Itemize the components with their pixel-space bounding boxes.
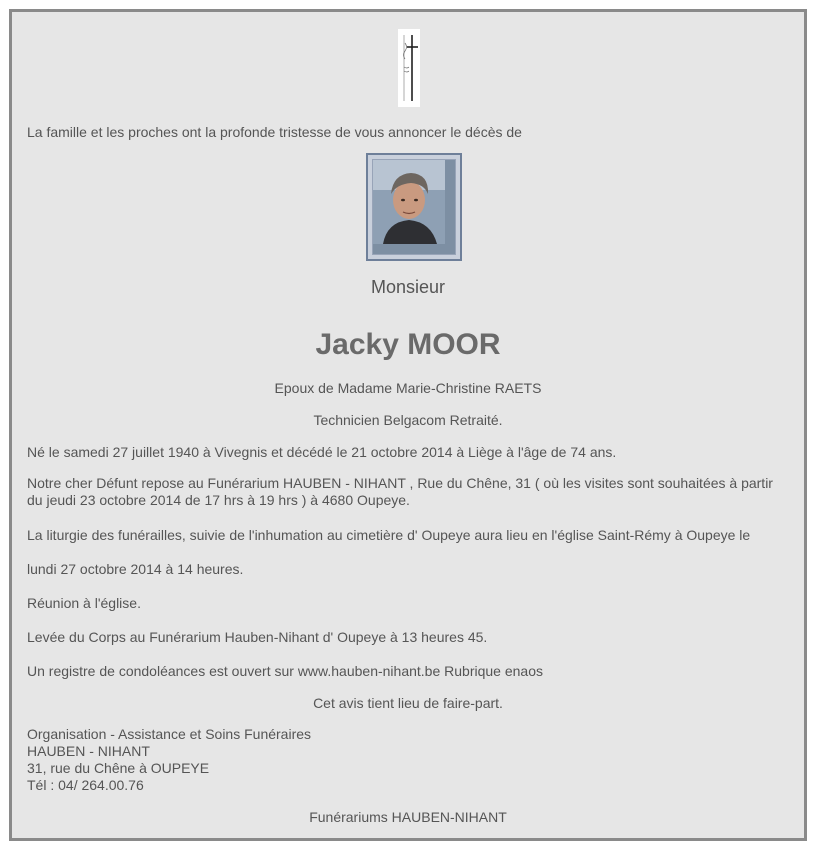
- liturgy-line: La liturgie des funérailles, suivie de l'inhumation au cimetière d' Oupeye aura lieu en l'église Saint-Rémy à Oupeye le: [27, 527, 751, 543]
- cross-icon: [398, 29, 420, 107]
- departure-line: Levée du Corps au Funérarium Hauben-Nihant d' Oupeye à 13 heures 45.: [27, 629, 488, 645]
- birth-death-line: Né le samedi 27 juillet 1940 à Vivegnis et décédé le 21 octobre 2014 à Liège à l'âge de 74 ans.: [27, 444, 617, 460]
- announcement-intro: La famille et les proches ont la profonde tristesse de vous annoncer le décès de: [27, 124, 522, 140]
- deceased-name: Jacky MOOR: [315, 328, 501, 361]
- meeting-line: Réunion à l'église.: [27, 595, 141, 611]
- spouse-line: Epoux de Madame Marie-Christine RAETS: [274, 380, 542, 396]
- organisation-phone: Tél : 04/ 264.00.76: [27, 777, 144, 793]
- faire-part-notice: Cet avis tient lieu de faire-part.: [313, 695, 503, 711]
- rest-notice: Notre cher Défunt repose au Funérarium HAUBEN - NIHANT , Rue du Chêne, 31 ( où les visites sont souhaitées à partir du jeudi 23 octobre 2014 de 17 hrs à 19 hrs ) à 4680 Oupeye.: [27, 475, 773, 508]
- organisation-block: [27, 726, 311, 794]
- obituary-card: [9, 9, 807, 841]
- organisation-line: Organisation - Assistance et Soins Funéraires: [27, 726, 312, 742]
- liturgy-date: lundi 27 octobre 2014 à 14 heures.: [27, 561, 244, 577]
- portrait-image: [373, 160, 445, 244]
- honorific: Monsieur: [370, 277, 446, 297]
- organisation-address: 31, rue du Chêne à OUPEYE: [27, 760, 210, 776]
- organisation-line: HAUBEN - NIHANT: [27, 743, 150, 759]
- cross-emblem: [398, 29, 420, 107]
- footer-signature: Funérariums HAUBEN-NIHANT: [309, 809, 507, 825]
- condolences-line: Un registre de condoléances est ouvert sur www.hauben-nihant.be Rubrique enaos: [27, 663, 543, 679]
- profession-line: Technicien Belgacom Retraité.: [313, 412, 503, 428]
- portrait-photo: [366, 153, 462, 261]
